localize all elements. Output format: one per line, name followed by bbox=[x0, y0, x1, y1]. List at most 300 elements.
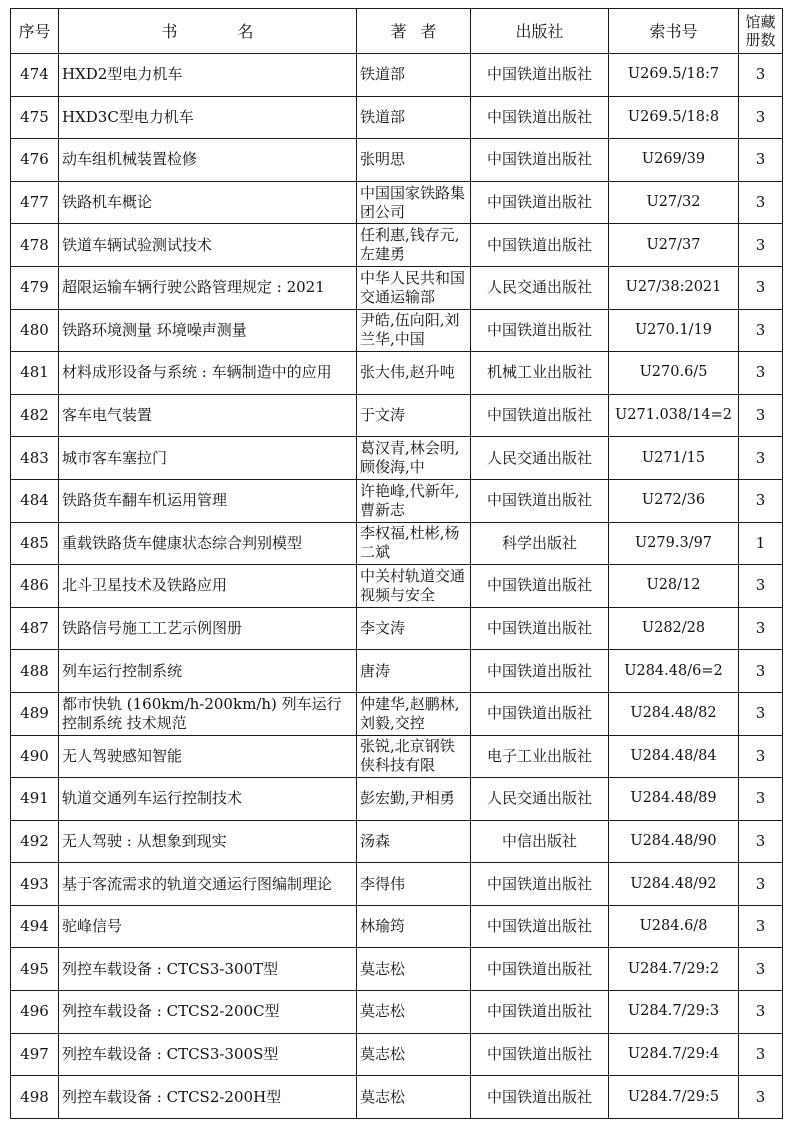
holdings-count-cell bbox=[739, 905, 783, 948]
book-publisher: 中国铁道出版社 bbox=[486, 150, 592, 169]
book-publisher: 中国铁道出版社 bbox=[486, 107, 592, 126]
header-title: 书名 bbox=[59, 9, 357, 54]
book-publisher: 电子工业出版社 bbox=[486, 746, 592, 765]
table-row bbox=[11, 522, 783, 565]
book-publisher-cell bbox=[471, 820, 609, 863]
row-index-cell bbox=[11, 139, 59, 182]
book-title-cell bbox=[59, 309, 357, 352]
book-title-cell bbox=[59, 778, 357, 821]
book-title: 列控车载设备 : CTCS2-200C型 bbox=[62, 1002, 280, 1021]
header-holdings-count bbox=[739, 9, 783, 54]
book-publisher-cell bbox=[471, 991, 609, 1034]
call-number: U284.7/29:4 bbox=[627, 1045, 720, 1062]
call-number: U284.7/29:2 bbox=[627, 960, 720, 977]
table-row bbox=[11, 778, 783, 821]
book-author: 李文涛 bbox=[360, 619, 406, 638]
book-publisher-cell bbox=[471, 181, 609, 224]
call-number-cell bbox=[609, 96, 739, 139]
book-author: 莫志松 bbox=[360, 1044, 406, 1063]
row-index-cell bbox=[11, 905, 59, 948]
book-publisher: 中国铁道出版社 bbox=[486, 1002, 592, 1021]
book-title: 重载铁路货车健康状态综合判别模型 bbox=[62, 533, 303, 552]
call-number-cell bbox=[609, 905, 739, 948]
book-title: 铁道车辆试验测试技术 bbox=[62, 235, 213, 254]
holdings-count-cell bbox=[739, 522, 783, 565]
book-title-cell bbox=[59, 181, 357, 224]
book-author: 汤森 bbox=[360, 831, 391, 850]
table-row bbox=[11, 437, 783, 480]
row-index: 483 bbox=[20, 448, 49, 467]
holdings-count-cell bbox=[739, 352, 783, 395]
book-author-cell bbox=[357, 905, 471, 948]
book-publisher-cell bbox=[471, 96, 609, 139]
book-publisher-cell bbox=[471, 309, 609, 352]
book-author: 彭宏勤,尹相勇 bbox=[360, 789, 455, 808]
book-author-cell bbox=[357, 54, 471, 97]
call-number: U284.48/92 bbox=[630, 875, 717, 892]
call-number-cell bbox=[609, 479, 739, 522]
row-index: 488 bbox=[20, 661, 49, 680]
holdings-count-cell bbox=[739, 96, 783, 139]
book-publisher: 机械工业出版社 bbox=[486, 363, 592, 382]
book-author-cell bbox=[357, 863, 471, 906]
book-publisher-cell bbox=[471, 437, 609, 480]
book-author-cell bbox=[357, 565, 471, 608]
holdings-count-cell bbox=[739, 863, 783, 906]
row-index: 479 bbox=[20, 278, 49, 297]
holdings-count: 3 bbox=[755, 789, 766, 808]
table-row bbox=[11, 181, 783, 224]
call-number: U269/39 bbox=[641, 151, 706, 168]
table-row bbox=[11, 607, 783, 650]
book-title: 基于客流需求的轨道交通运行图编制理论 bbox=[62, 874, 333, 893]
table-row bbox=[11, 905, 783, 948]
book-title-cell bbox=[59, 991, 357, 1034]
holdings-count-cell bbox=[739, 607, 783, 650]
holdings-count: 3 bbox=[755, 278, 766, 297]
row-index-cell bbox=[11, 352, 59, 395]
table-row bbox=[11, 54, 783, 97]
book-author-cell bbox=[357, 522, 471, 565]
row-index-cell bbox=[11, 778, 59, 821]
row-index-cell bbox=[11, 522, 59, 565]
book-author-cell bbox=[357, 1076, 471, 1119]
row-index-cell bbox=[11, 224, 59, 267]
book-title-cell bbox=[59, 1033, 357, 1076]
book-title: HXD2型电力机车 bbox=[62, 65, 183, 84]
holdings-count: 3 bbox=[755, 661, 766, 680]
row-index: 475 bbox=[20, 107, 49, 126]
book-publisher: 中国铁道出版社 bbox=[486, 65, 592, 84]
call-number: U271.038/14=2 bbox=[615, 407, 732, 424]
book-title-cell bbox=[59, 650, 357, 693]
call-number: U270.1/19 bbox=[634, 321, 713, 338]
call-number: U270.6/5 bbox=[639, 364, 708, 381]
call-number: U27/37 bbox=[646, 236, 701, 253]
book-author: 莫志松 bbox=[360, 1087, 406, 1106]
holdings-count: 3 bbox=[755, 619, 766, 638]
header-index: 序号 bbox=[11, 9, 59, 54]
book-publisher: 中国铁道出版社 bbox=[486, 320, 592, 339]
row-index-cell bbox=[11, 863, 59, 906]
book-publisher-cell bbox=[471, 394, 609, 437]
row-index-cell bbox=[11, 820, 59, 863]
book-author: 于文涛 bbox=[360, 406, 406, 425]
book-title: 列控车载设备 : CTCS3-300S型 bbox=[62, 1044, 279, 1063]
holdings-count-cell bbox=[739, 948, 783, 991]
call-number-cell bbox=[609, 394, 739, 437]
book-publisher-cell bbox=[471, 1033, 609, 1076]
book-author-cell bbox=[357, 266, 471, 309]
book-title: 铁路信号施工工艺示例图册 bbox=[62, 619, 243, 638]
call-number: U284.7/29:3 bbox=[627, 1003, 720, 1020]
call-number: U28/12 bbox=[646, 577, 701, 594]
holdings-count: 3 bbox=[755, 746, 766, 765]
book-publisher: 中国铁道出版社 bbox=[486, 491, 592, 510]
header-holdings-count-line2: 册数 bbox=[745, 31, 776, 49]
book-author: 林瑜筠 bbox=[360, 917, 406, 936]
table-row bbox=[11, 650, 783, 693]
row-index: 476 bbox=[20, 150, 49, 169]
book-title-cell bbox=[59, 820, 357, 863]
call-number-cell bbox=[609, 54, 739, 97]
book-title: 都市快轨 (160km/h-200km/h) 列车运行控制系统 技术规范 bbox=[62, 694, 342, 732]
call-number: U284.7/29:5 bbox=[627, 1088, 720, 1105]
book-title: HXD3C型电力机车 bbox=[62, 107, 194, 126]
book-author: 尹皓,伍向阳,刘兰华,中国 bbox=[360, 311, 460, 349]
call-number-cell bbox=[609, 1033, 739, 1076]
holdings-count: 3 bbox=[755, 874, 766, 893]
holdings-count: 3 bbox=[755, 917, 766, 936]
book-title-cell bbox=[59, 905, 357, 948]
row-index: 477 bbox=[20, 193, 49, 212]
book-title: 无人驾驶感知智能 bbox=[62, 746, 183, 765]
holdings-count-cell bbox=[739, 437, 783, 480]
book-title: 动车组机械装置检修 bbox=[62, 150, 198, 169]
book-publisher-cell bbox=[471, 479, 609, 522]
book-title: 材料成形设备与系统 : 车辆制造中的应用 bbox=[62, 363, 332, 382]
call-number-cell bbox=[609, 181, 739, 224]
book-author-cell bbox=[357, 479, 471, 522]
header-row bbox=[11, 9, 783, 54]
book-title: 列控车载设备 : CTCS3-300T型 bbox=[62, 959, 279, 978]
table-row bbox=[11, 479, 783, 522]
row-index: 495 bbox=[20, 959, 49, 978]
holdings-count: 3 bbox=[755, 193, 766, 212]
table-row bbox=[11, 1076, 783, 1119]
book-author-cell bbox=[357, 607, 471, 650]
row-index-cell bbox=[11, 650, 59, 693]
book-title-cell bbox=[59, 139, 357, 182]
row-index: 486 bbox=[20, 576, 49, 595]
header-publisher: 出版社 bbox=[471, 9, 609, 54]
call-number-cell bbox=[609, 820, 739, 863]
book-author-cell bbox=[357, 394, 471, 437]
book-author-cell bbox=[357, 820, 471, 863]
row-index: 496 bbox=[20, 1002, 49, 1021]
book-author-cell bbox=[357, 309, 471, 352]
book-author: 莫志松 bbox=[360, 1002, 406, 1021]
holdings-count-cell bbox=[739, 181, 783, 224]
table-row bbox=[11, 139, 783, 182]
book-publisher-cell bbox=[471, 266, 609, 309]
holdings-count-cell bbox=[739, 991, 783, 1034]
holdings-count: 3 bbox=[755, 448, 766, 467]
book-author: 李得伟 bbox=[360, 874, 406, 893]
call-number: U284.48/82 bbox=[630, 705, 717, 722]
call-number-cell bbox=[609, 437, 739, 480]
table-row bbox=[11, 991, 783, 1034]
call-number-cell bbox=[609, 607, 739, 650]
book-title: 驼峰信号 bbox=[62, 917, 123, 936]
book-publisher: 人民交通出版社 bbox=[486, 789, 592, 808]
row-index-cell bbox=[11, 394, 59, 437]
call-number-cell bbox=[609, 139, 739, 182]
book-author: 铁道部 bbox=[360, 107, 406, 126]
row-index: 474 bbox=[20, 65, 49, 84]
holdings-count: 3 bbox=[755, 363, 766, 382]
header-call-number: 索书号 bbox=[609, 9, 739, 54]
table-row bbox=[11, 820, 783, 863]
row-index-cell bbox=[11, 1076, 59, 1119]
holdings-count: 1 bbox=[755, 533, 766, 552]
book-publisher: 中国铁道出版社 bbox=[486, 406, 592, 425]
book-publisher-cell bbox=[471, 565, 609, 608]
book-title: 列控车载设备 : CTCS2-200H型 bbox=[62, 1087, 282, 1106]
book-author-cell bbox=[357, 139, 471, 182]
row-index: 490 bbox=[20, 746, 49, 765]
book-author-cell bbox=[357, 650, 471, 693]
row-index: 491 bbox=[20, 789, 49, 808]
holdings-count: 3 bbox=[755, 150, 766, 169]
row-index: 489 bbox=[20, 704, 49, 723]
row-index-cell bbox=[11, 437, 59, 480]
holdings-count: 3 bbox=[755, 831, 766, 850]
row-index: 498 bbox=[20, 1087, 49, 1106]
book-title-cell bbox=[59, 1076, 357, 1119]
call-number: U279.3/97 bbox=[634, 534, 713, 551]
table-row bbox=[11, 565, 783, 608]
holdings-count: 3 bbox=[755, 576, 766, 595]
book-publisher: 人民交通出版社 bbox=[486, 278, 592, 297]
row-index: 485 bbox=[20, 533, 49, 552]
holdings-count-cell bbox=[739, 565, 783, 608]
call-number: U284.48/84 bbox=[630, 747, 717, 764]
book-publisher: 中信出版社 bbox=[501, 831, 577, 850]
book-publisher: 中国铁道出版社 bbox=[486, 235, 592, 254]
row-index-cell bbox=[11, 479, 59, 522]
book-title: 铁路环境测量 环境噪声测量 bbox=[62, 320, 247, 339]
holdings-count: 3 bbox=[755, 704, 766, 723]
book-author: 李权福,杜彬,杨二斌 bbox=[360, 524, 460, 562]
table-row bbox=[11, 224, 783, 267]
holdings-count-cell bbox=[739, 692, 783, 735]
book-author-cell bbox=[357, 96, 471, 139]
book-publisher-cell bbox=[471, 139, 609, 182]
row-index: 487 bbox=[20, 619, 49, 638]
table-row bbox=[11, 352, 783, 395]
book-author: 仲建华,赵鹏林,刘毅,交控 bbox=[360, 694, 460, 732]
table-row bbox=[11, 692, 783, 735]
holdings-count-cell bbox=[739, 309, 783, 352]
book-author: 莫志松 bbox=[360, 959, 406, 978]
row-index: 497 bbox=[20, 1044, 49, 1063]
row-index: 494 bbox=[20, 917, 49, 936]
book-title-cell bbox=[59, 948, 357, 991]
row-index-cell bbox=[11, 735, 59, 778]
book-publisher: 中国铁道出版社 bbox=[486, 704, 592, 723]
book-publisher: 中国铁道出版社 bbox=[486, 576, 592, 595]
call-number-cell bbox=[609, 266, 739, 309]
row-index-cell bbox=[11, 607, 59, 650]
book-author-cell bbox=[357, 735, 471, 778]
book-publisher: 中国铁道出版社 bbox=[486, 661, 592, 680]
holdings-count-cell bbox=[739, 479, 783, 522]
table-row bbox=[11, 309, 783, 352]
book-publisher-cell bbox=[471, 778, 609, 821]
table-row bbox=[11, 394, 783, 437]
table-row bbox=[11, 735, 783, 778]
book-publisher-cell bbox=[471, 1076, 609, 1119]
book-author-cell bbox=[357, 692, 471, 735]
book-publisher: 人民交通出版社 bbox=[486, 448, 592, 467]
holdings-count: 3 bbox=[755, 65, 766, 84]
book-publisher-cell bbox=[471, 54, 609, 97]
holdings-count: 3 bbox=[755, 491, 766, 510]
call-number-cell bbox=[609, 565, 739, 608]
book-author: 张大伟,赵升吨 bbox=[360, 363, 455, 382]
book-author: 中华人民共和国交通运输部 bbox=[360, 268, 466, 306]
table-row bbox=[11, 96, 783, 139]
holdings-count: 3 bbox=[755, 1044, 766, 1063]
table-body bbox=[11, 54, 783, 1119]
book-author: 中关村轨道交通视频与安全 bbox=[360, 566, 466, 604]
holdings-count-cell bbox=[739, 735, 783, 778]
book-author: 任利惠,钱存元,左建勇 bbox=[360, 226, 460, 264]
holdings-count-cell bbox=[739, 139, 783, 182]
row-index: 493 bbox=[20, 874, 49, 893]
table-row bbox=[11, 948, 783, 991]
book-title-cell bbox=[59, 352, 357, 395]
call-number: U269.5/18:7 bbox=[627, 66, 720, 83]
row-index-cell bbox=[11, 96, 59, 139]
book-publisher: 中国铁道出版社 bbox=[486, 917, 592, 936]
call-number: U269.5/18:8 bbox=[627, 108, 720, 125]
call-number-cell bbox=[609, 948, 739, 991]
book-title-cell bbox=[59, 96, 357, 139]
call-number-cell bbox=[609, 863, 739, 906]
holdings-count-cell bbox=[739, 778, 783, 821]
call-number-cell bbox=[609, 778, 739, 821]
header-author: 著者 bbox=[357, 9, 471, 54]
table-row bbox=[11, 1033, 783, 1076]
call-number: U27/38:2021 bbox=[625, 279, 722, 296]
book-author-cell bbox=[357, 181, 471, 224]
book-publisher-cell bbox=[471, 905, 609, 948]
book-author: 铁道部 bbox=[360, 65, 406, 84]
book-title-cell bbox=[59, 394, 357, 437]
book-title-cell bbox=[59, 692, 357, 735]
book-publisher-cell bbox=[471, 352, 609, 395]
call-number-cell bbox=[609, 735, 739, 778]
book-publisher-cell bbox=[471, 224, 609, 267]
book-title-cell bbox=[59, 266, 357, 309]
book-author-cell bbox=[357, 437, 471, 480]
book-author: 葛汉青,林会明,顾俊海,中 bbox=[360, 439, 460, 477]
row-index: 482 bbox=[20, 406, 49, 425]
holdings-count-cell bbox=[739, 820, 783, 863]
book-author: 中国国家铁路集团公司 bbox=[360, 183, 466, 221]
call-number-cell bbox=[609, 309, 739, 352]
holdings-count: 3 bbox=[755, 959, 766, 978]
row-index-cell bbox=[11, 181, 59, 224]
book-title: 客车电气装置 bbox=[62, 406, 153, 425]
holdings-count: 3 bbox=[755, 406, 766, 425]
book-publisher-cell bbox=[471, 522, 609, 565]
row-index-cell bbox=[11, 948, 59, 991]
call-number-cell bbox=[609, 692, 739, 735]
table-row bbox=[11, 266, 783, 309]
row-index: 484 bbox=[20, 491, 49, 510]
holdings-count-cell bbox=[739, 1076, 783, 1119]
book-author: 唐涛 bbox=[360, 661, 391, 680]
call-number: U284.48/90 bbox=[630, 832, 717, 849]
book-title-cell bbox=[59, 437, 357, 480]
book-title-cell bbox=[59, 863, 357, 906]
book-title: 铁路机车概论 bbox=[62, 193, 153, 212]
row-index-cell bbox=[11, 54, 59, 97]
book-title: 无人驾驶 : 从想象到现实 bbox=[62, 831, 227, 850]
book-title-cell bbox=[59, 54, 357, 97]
table-row bbox=[11, 863, 783, 906]
book-title-cell bbox=[59, 607, 357, 650]
row-index: 481 bbox=[20, 363, 49, 382]
book-author-cell bbox=[357, 1033, 471, 1076]
book-author-cell bbox=[357, 991, 471, 1034]
holdings-count-cell bbox=[739, 266, 783, 309]
book-publisher: 中国铁道出版社 bbox=[486, 959, 592, 978]
book-publisher: 中国铁道出版社 bbox=[486, 1087, 592, 1106]
call-number: U272/36 bbox=[641, 492, 706, 509]
row-index-cell bbox=[11, 692, 59, 735]
book-author: 张明思 bbox=[360, 150, 406, 169]
call-number: U284.6/8 bbox=[639, 918, 708, 935]
holdings-count: 3 bbox=[755, 320, 766, 339]
book-author-cell bbox=[357, 948, 471, 991]
row-index-cell bbox=[11, 266, 59, 309]
row-index-cell bbox=[11, 1033, 59, 1076]
book-title: 列车运行控制系统 bbox=[62, 661, 183, 680]
call-number-cell bbox=[609, 522, 739, 565]
book-title-cell bbox=[59, 735, 357, 778]
holdings-count: 3 bbox=[755, 107, 766, 126]
call-number: U27/32 bbox=[646, 194, 701, 211]
holdings-count: 3 bbox=[755, 1087, 766, 1106]
book-title: 铁路货车翻车机运用管理 bbox=[62, 491, 228, 510]
call-number-cell bbox=[609, 1076, 739, 1119]
book-publisher-cell bbox=[471, 735, 609, 778]
holdings-count: 3 bbox=[755, 235, 766, 254]
book-title-cell bbox=[59, 224, 357, 267]
book-title: 轨道交通列车运行控制技术 bbox=[62, 789, 243, 808]
call-number-cell bbox=[609, 352, 739, 395]
book-publisher: 中国铁道出版社 bbox=[486, 874, 592, 893]
row-index: 492 bbox=[20, 831, 49, 850]
holdings-count-cell bbox=[739, 224, 783, 267]
call-number-cell bbox=[609, 650, 739, 693]
holdings-count-cell bbox=[739, 54, 783, 97]
book-author-cell bbox=[357, 352, 471, 395]
